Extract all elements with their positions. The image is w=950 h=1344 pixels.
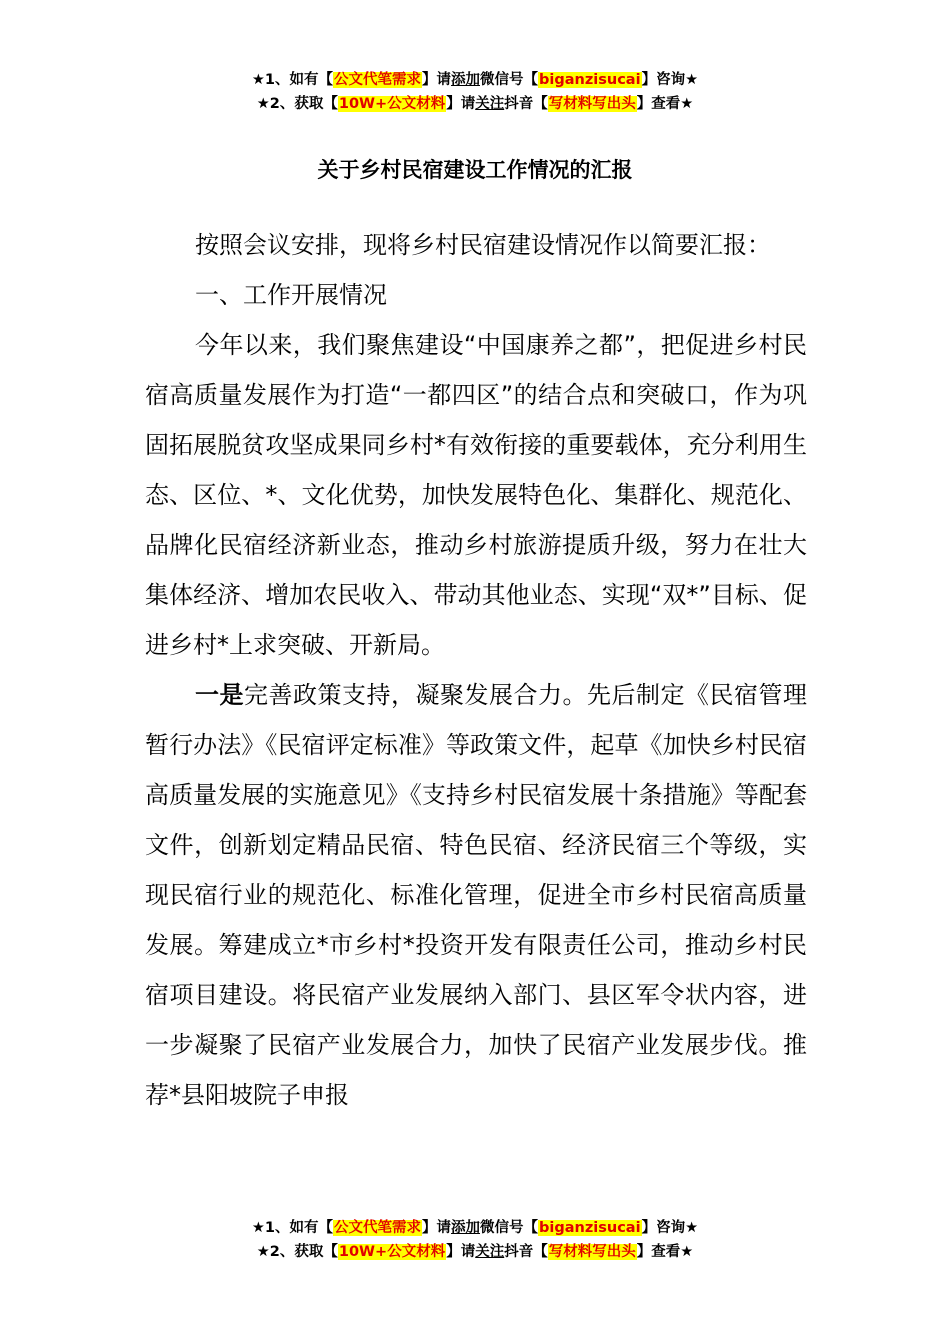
banner-text: 抖音【 bbox=[504, 1244, 548, 1260]
section-heading: 一、工作开展情况 bbox=[195, 281, 387, 309]
banner-text: 】咨询★ bbox=[641, 72, 699, 88]
banner-line-1 bbox=[0, 68, 950, 92]
intro-paragraph: 按照会议安排，现将乡村民宿建设情况作以简要汇报： bbox=[195, 231, 771, 259]
paragraph-text: 完善政策支持，凝聚发展合力。先后制定《民宿管理暂行办法》《民宿评定标准》等政策文件，起草《加快乡村民宿高质量发展的实施意见》《支持乡村民宿发展十条措施》等配套文件，创新划定精品民宿、特色民宿、经济民宿三个等级，实现民宿行业的规范化、标准化管理，促进全市乡村民宿高质量发展。筹建成立*市乡村*投资开发有限责任公司，推动乡村民宿项目建设。将民宿产业发展纳入部门、县区军令状内容，进一步凝聚了民宿产业发展合力，加快了民宿产业发展步伐。推荐*县阳坡院子申报 bbox=[145, 681, 807, 1109]
banner-text: 】咨询★ bbox=[641, 1220, 699, 1236]
banner-text: 】请 bbox=[422, 1220, 452, 1236]
banner-highlight: 公文代笔需求 bbox=[334, 1220, 422, 1236]
document-body bbox=[145, 220, 807, 1120]
banner-text: ★1、如有【 bbox=[251, 72, 334, 88]
banner-highlight: 10W+公文材料 bbox=[338, 1244, 446, 1260]
banner-underlined: 关注 bbox=[475, 1244, 505, 1260]
body-paragraph bbox=[145, 670, 807, 1120]
footer-banner bbox=[0, 1216, 950, 1264]
banner-line-1 bbox=[0, 1216, 950, 1240]
banner-text: 】查看★ bbox=[636, 96, 694, 112]
banner-text: ★2、获取【 bbox=[256, 96, 338, 112]
banner-highlight: biganzisucai bbox=[539, 1220, 641, 1236]
banner-text: ★1、如有【 bbox=[251, 1220, 334, 1236]
banner-text: 】请 bbox=[422, 72, 452, 88]
banner-highlight: 公文代笔需求 bbox=[334, 72, 422, 88]
paragraph-lead: 一是 bbox=[195, 681, 244, 709]
document-title: 关于乡村民宿建设工作情况的汇报 bbox=[317, 158, 633, 182]
banner-highlight: 写材料写出头 bbox=[548, 1244, 636, 1260]
banner-text: ★2、获取【 bbox=[256, 1244, 338, 1260]
banner-underlined: 添加 bbox=[451, 72, 481, 88]
banner-text: 】查看★ bbox=[636, 1244, 694, 1260]
banner-text: 微信号【 bbox=[480, 72, 539, 88]
banner-text: 微信号【 bbox=[480, 1220, 539, 1236]
body-paragraph: 今年以来，我们聚焦建设“中国康养之都”，把促进乡村民宿高质量发展作为打造“一都四区”的结合点和突破口，作为巩固拓展脱贫攻坚成果同乡村*有效衔接的重要载体，充分利用生态、区位、*、文化优势，加快发展特色化、集群化、规范化、品牌化民宿经济新业态，推动乡村旅游提质升级，努力在壮大集体经济、增加农民收入、带动其他业态、实现“双*”目标、促进乡村*上求突破、开新局。 bbox=[145, 331, 807, 659]
banner-underlined: 添加 bbox=[451, 1220, 481, 1236]
banner-line-2 bbox=[0, 1240, 950, 1264]
banner-highlight: 10W+公文材料 bbox=[338, 96, 446, 112]
banner-text: 】请 bbox=[446, 96, 476, 112]
header-banner bbox=[0, 68, 950, 116]
banner-line-2 bbox=[0, 92, 950, 116]
banner-highlight: biganzisucai bbox=[539, 72, 641, 88]
banner-underlined: 关注 bbox=[475, 96, 505, 112]
banner-text: 】请 bbox=[446, 1244, 476, 1260]
banner-text: 抖音【 bbox=[504, 96, 548, 112]
banner-highlight: 写材料写出头 bbox=[548, 96, 636, 112]
